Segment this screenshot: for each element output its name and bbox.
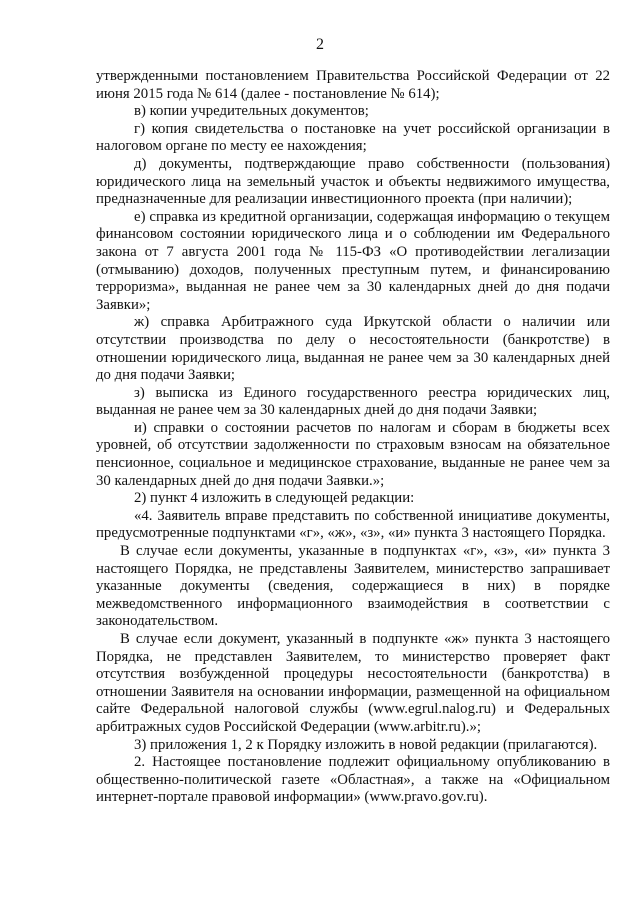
paragraph-point-2: 2) пункт 4 изложить в следующей редакции:: [134, 490, 415, 507]
paragraph-item-d: д) документы, подтверждающие право собственности (пользования) юридического лица на земельный участок и объекты недвижимого имущества, предназначенные для реализации инвестиционного проекта (при наличии);: [96, 155, 610, 208]
paragraph-item-i: и) справки о состоянии расчетов по налогам и сборам в бюджеты всех уровней, об отсутствии задолженности по страховым взносам на обязательное пенсионное, социальное и медицинское страхование, выданные не ранее чем за 30 календарных дней до дня подачи Заявки.»;: [96, 419, 610, 489]
paragraph-continuation: утвержденными постановлением Правительства Российской Федерации от 22 июня 2015 года № 614 (далее - постановление № 614);: [96, 68, 610, 102]
paragraph-point-3: 3) приложения 1, 2 к Порядку изложить в новой редакции (прилагаются).: [134, 736, 598, 753]
paragraph-item-e: е) справка из кредитной организации, содержащая информацию о текущем финансовом состоянии юридического лица и о соблюдении им Федерального закона от 7 августа 2001 года № 115-ФЗ «О противодействии легализации (отмыванию) доходов, полученных преступным путем, и финансированию терроризма», выданная не ранее чем за 30 календарных дней до дня подачи Заявки»;: [96, 208, 610, 313]
paragraph-item-g: г) копия свидетельства о постановке на учет российской организации в налоговом органе по месту ее нахождения;: [96, 120, 610, 155]
paragraph-item-v: в) копии учредительных документов;: [134, 103, 369, 120]
paragraph-point-4-text: «4. Заявитель вправе представить по собственной инициативе документы, предусмотренные подпунктами «г», «ж», «з», «и» пункта 3 настоящего Порядка.: [96, 507, 610, 542]
paragraph-item-z: з) выписка из Единого государственного реестра юридических лиц, выданная не ранее чем за 30 календарных дней до дня подачи Заявки;: [96, 384, 610, 419]
page-number: 2: [316, 36, 324, 53]
paragraph-publication: 2. Настоящее постановление подлежит официальному опубликованию в общественно-политической газете «Областная», а также на «Официальном интернет-портале правовой информации» (www.pravo.gov.ru).: [96, 754, 610, 806]
paragraph-document-zh-not-submitted: В случае если документ, указанный в подпункте «ж» пункта 3 настоящего Порядка, не представлен Заявителем, то министерство проверяет факт отсутствия возбужденной процедуры несостоятельности (банкротства) в отношении Заявителя на основании информации, размещенной на официальном сайте Федеральной налоговой службы (www.egrul.nalog.ru) и Федеральных арбитражных судов Российской Федерации (www.arbitr.ru).»;: [96, 631, 610, 735]
document-body: [96, 68, 610, 807]
paragraph-documents-not-submitted: В случае если документы, указанные в подпунктах «г», «з», «и» пункта 3 настоящего Порядка, не представлены Заявителем, министерство запрашивает указанные документы (сведения, содержащиеся в них) в порядке межведомственного информационного взаимодействия в соответствии с законодательством.: [96, 543, 610, 630]
paragraph-item-zh: ж) справка Арбитражного суда Иркутской области о наличии или отсутствии производства по делу о несостоятельности (банкротстве) в отношении юридического лица, выданная не ранее чем за 30 календарных дней до дня подачи Заявки;: [96, 314, 610, 384]
